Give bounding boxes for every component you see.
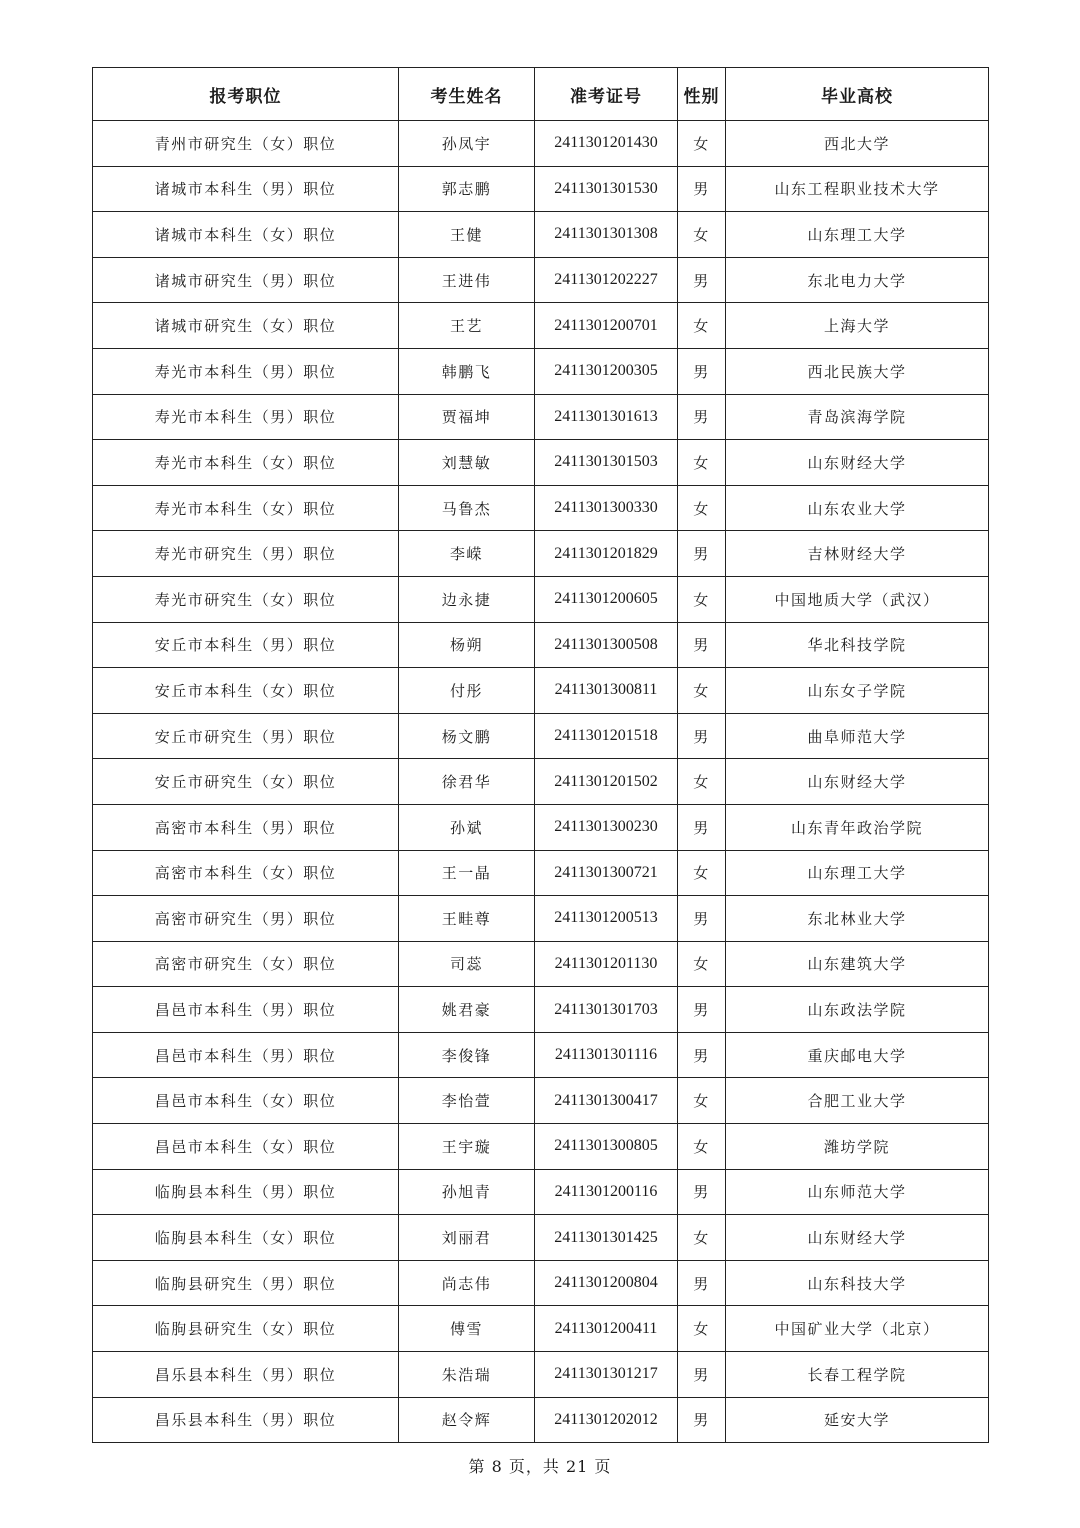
cell-school: 延安大学 — [726, 1397, 989, 1443]
cell-position: 寿光市本科生（男）职位 — [93, 348, 399, 394]
cell-position: 昌邑市本科生（男）职位 — [93, 1032, 399, 1078]
cell-gender: 男 — [678, 713, 726, 759]
cell-school: 山东财经大学 — [726, 759, 989, 805]
table-row — [93, 1397, 989, 1443]
cell-name: 王艺 — [399, 303, 535, 349]
cell-name: 王一晶 — [399, 850, 535, 896]
table-row — [93, 1078, 989, 1124]
cell-gender: 男 — [678, 804, 726, 850]
cell-school: 山东师范大学 — [726, 1169, 989, 1215]
cell-position: 寿光市研究生（女）职位 — [93, 576, 399, 622]
cell-name: 王宇璇 — [399, 1124, 535, 1170]
cell-position: 高密市本科生（女）职位 — [93, 850, 399, 896]
cell-gender: 男 — [678, 257, 726, 303]
cell-school: 山东科技大学 — [726, 1260, 989, 1306]
table-row — [93, 668, 989, 714]
cell-school: 东北林业大学 — [726, 896, 989, 942]
table-row — [93, 941, 989, 987]
cell-position: 寿光市研究生（男）职位 — [93, 531, 399, 577]
cell-school: 华北科技学院 — [726, 622, 989, 668]
table-row — [93, 303, 989, 349]
cell-name: 朱浩瑞 — [399, 1352, 535, 1398]
cell-name: 马鲁杰 — [399, 485, 535, 531]
cell-position: 安丘市研究生（男）职位 — [93, 713, 399, 759]
cell-gender: 女 — [678, 212, 726, 258]
cell-name: 李嵘 — [399, 531, 535, 577]
cell-position: 诸城市本科生（女）职位 — [93, 212, 399, 258]
cell-gender: 男 — [678, 394, 726, 440]
table-row — [93, 713, 989, 759]
cell-school: 合肥工业大学 — [726, 1078, 989, 1124]
table-row — [93, 257, 989, 303]
cell-position: 安丘市本科生（男）职位 — [93, 622, 399, 668]
cell-gender: 男 — [678, 1260, 726, 1306]
cell-position: 青州市研究生（女）职位 — [93, 121, 399, 167]
header-exam-id: 准考证号 — [535, 68, 678, 121]
cell-school: 中国地质大学（武汉） — [726, 576, 989, 622]
cell-exam-id: 2411301201518 — [535, 713, 678, 759]
table-row — [93, 576, 989, 622]
header-name: 考生姓名 — [399, 68, 535, 121]
table-row — [93, 166, 989, 212]
cell-exam-id: 2411301301425 — [535, 1215, 678, 1261]
table-row — [93, 759, 989, 805]
cell-school: 山东理工大学 — [726, 212, 989, 258]
header-position: 报考职位 — [93, 68, 399, 121]
cell-position: 高密市研究生（女）职位 — [93, 941, 399, 987]
cell-school: 西北民族大学 — [726, 348, 989, 394]
table-header-row — [93, 68, 989, 121]
cell-name: 孙旭青 — [399, 1169, 535, 1215]
cell-exam-id: 2411301200305 — [535, 348, 678, 394]
cell-name: 王健 — [399, 212, 535, 258]
cell-name: 王进伟 — [399, 257, 535, 303]
table-row — [93, 1260, 989, 1306]
cell-exam-id: 2411301301308 — [535, 212, 678, 258]
cell-school: 山东建筑大学 — [726, 941, 989, 987]
cell-gender: 女 — [678, 576, 726, 622]
cell-position: 安丘市本科生（女）职位 — [93, 668, 399, 714]
cell-name: 边永捷 — [399, 576, 535, 622]
cell-name: 刘丽君 — [399, 1215, 535, 1261]
cell-school: 山东理工大学 — [726, 850, 989, 896]
table-row — [93, 121, 989, 167]
cell-school: 长春工程学院 — [726, 1352, 989, 1398]
cell-exam-id: 2411301300330 — [535, 485, 678, 531]
cell-gender: 女 — [678, 1215, 726, 1261]
cell-position: 昌邑市本科生（女）职位 — [93, 1078, 399, 1124]
cell-gender: 女 — [678, 440, 726, 486]
cell-school: 上海大学 — [726, 303, 989, 349]
cell-position: 高密市研究生（男）职位 — [93, 896, 399, 942]
table-row — [93, 622, 989, 668]
table-row — [93, 804, 989, 850]
cell-gender: 男 — [678, 348, 726, 394]
candidate-table — [92, 67, 989, 1443]
cell-position: 临朐县本科生（女）职位 — [93, 1215, 399, 1261]
cell-exam-id: 2411301202012 — [535, 1397, 678, 1443]
cell-gender: 女 — [678, 121, 726, 167]
cell-exam-id: 2411301200804 — [535, 1260, 678, 1306]
table-row — [93, 1032, 989, 1078]
cell-school: 东北电力大学 — [726, 257, 989, 303]
cell-name: 杨朔 — [399, 622, 535, 668]
cell-position: 昌乐县本科生（男）职位 — [93, 1352, 399, 1398]
table-row — [93, 485, 989, 531]
cell-exam-id: 2411301300230 — [535, 804, 678, 850]
table-row — [93, 1124, 989, 1170]
cell-name: 李俊锋 — [399, 1032, 535, 1078]
cell-gender: 男 — [678, 987, 726, 1033]
cell-gender: 女 — [678, 1124, 726, 1170]
page-number: 第 8 页，共 21 页 — [468, 1457, 612, 1476]
cell-gender: 男 — [678, 1169, 726, 1215]
table-row — [93, 531, 989, 577]
cell-school: 山东农业大学 — [726, 485, 989, 531]
cell-position: 临朐县本科生（男）职位 — [93, 1169, 399, 1215]
cell-gender: 女 — [678, 668, 726, 714]
cell-gender: 女 — [678, 303, 726, 349]
cell-gender: 男 — [678, 1397, 726, 1443]
cell-exam-id: 2411301201502 — [535, 759, 678, 805]
cell-gender: 男 — [678, 622, 726, 668]
table-row — [93, 987, 989, 1033]
cell-gender: 女 — [678, 485, 726, 531]
cell-exam-id: 2411301201130 — [535, 941, 678, 987]
cell-exam-id: 2411301201829 — [535, 531, 678, 577]
cell-name: 孙斌 — [399, 804, 535, 850]
cell-exam-id: 2411301300508 — [535, 622, 678, 668]
cell-position: 昌邑市本科生（男）职位 — [93, 987, 399, 1033]
cell-position: 寿光市本科生（女）职位 — [93, 440, 399, 486]
table-row — [93, 212, 989, 258]
cell-exam-id: 2411301200701 — [535, 303, 678, 349]
cell-name: 杨文鹏 — [399, 713, 535, 759]
cell-school: 山东财经大学 — [726, 440, 989, 486]
cell-exam-id: 2411301300417 — [535, 1078, 678, 1124]
cell-position: 高密市本科生（男）职位 — [93, 804, 399, 850]
cell-position: 诸城市研究生（女）职位 — [93, 303, 399, 349]
cell-gender: 男 — [678, 531, 726, 577]
table-row — [93, 348, 989, 394]
cell-name: 徐君华 — [399, 759, 535, 805]
table-row — [93, 1306, 989, 1352]
cell-exam-id: 2411301201430 — [535, 121, 678, 167]
cell-name: 郭志鹏 — [399, 166, 535, 212]
cell-position: 寿光市本科生（男）职位 — [93, 394, 399, 440]
cell-exam-id: 2411301301503 — [535, 440, 678, 486]
cell-gender: 男 — [678, 896, 726, 942]
cell-gender: 女 — [678, 759, 726, 805]
cell-gender: 女 — [678, 941, 726, 987]
cell-position: 昌乐县本科生（男）职位 — [93, 1397, 399, 1443]
cell-name: 赵令辉 — [399, 1397, 535, 1443]
cell-name: 尚志伟 — [399, 1260, 535, 1306]
cell-position: 临朐县研究生（女）职位 — [93, 1306, 399, 1352]
cell-exam-id: 2411301202227 — [535, 257, 678, 303]
cell-school: 山东青年政治学院 — [726, 804, 989, 850]
cell-exam-id: 2411301301217 — [535, 1352, 678, 1398]
cell-gender: 男 — [678, 166, 726, 212]
table-row — [93, 1169, 989, 1215]
cell-school: 青岛滨海学院 — [726, 394, 989, 440]
cell-school: 西北大学 — [726, 121, 989, 167]
header-gender: 性别 — [678, 68, 726, 121]
header-school: 毕业高校 — [726, 68, 989, 121]
cell-gender: 女 — [678, 850, 726, 896]
cell-exam-id: 2411301200605 — [535, 576, 678, 622]
cell-exam-id: 2411301301116 — [535, 1032, 678, 1078]
cell-gender: 女 — [678, 1306, 726, 1352]
table-row — [93, 896, 989, 942]
cell-school: 山东政法学院 — [726, 987, 989, 1033]
cell-exam-id: 2411301301530 — [535, 166, 678, 212]
cell-name: 付彤 — [399, 668, 535, 714]
cell-exam-id: 2411301200116 — [535, 1169, 678, 1215]
cell-exam-id: 2411301300805 — [535, 1124, 678, 1170]
cell-name: 刘慧敏 — [399, 440, 535, 486]
cell-name: 王畦尊 — [399, 896, 535, 942]
cell-name: 傅雪 — [399, 1306, 535, 1352]
table-row — [93, 1352, 989, 1398]
cell-school: 曲阜师范大学 — [726, 713, 989, 759]
cell-exam-id: 2411301200411 — [535, 1306, 678, 1352]
cell-school: 山东财经大学 — [726, 1215, 989, 1261]
cell-school: 潍坊学院 — [726, 1124, 989, 1170]
cell-exam-id: 2411301300721 — [535, 850, 678, 896]
cell-exam-id: 2411301300811 — [535, 668, 678, 714]
cell-school: 吉林财经大学 — [726, 531, 989, 577]
cell-position: 寿光市本科生（女）职位 — [93, 485, 399, 531]
cell-name: 孙凤宇 — [399, 121, 535, 167]
cell-position: 昌邑市本科生（女）职位 — [93, 1124, 399, 1170]
cell-position: 诸城市本科生（男）职位 — [93, 166, 399, 212]
cell-name: 姚君豪 — [399, 987, 535, 1033]
table-row — [93, 1215, 989, 1261]
table-row — [93, 440, 989, 486]
cell-school: 中国矿业大学（北京） — [726, 1306, 989, 1352]
cell-exam-id: 2411301200513 — [535, 896, 678, 942]
cell-position: 临朐县研究生（男）职位 — [93, 1260, 399, 1306]
cell-school: 山东女子学院 — [726, 668, 989, 714]
cell-gender: 男 — [678, 1032, 726, 1078]
cell-school: 重庆邮电大学 — [726, 1032, 989, 1078]
cell-gender: 女 — [678, 1078, 726, 1124]
cell-exam-id: 2411301301703 — [535, 987, 678, 1033]
cell-name: 贾福坤 — [399, 394, 535, 440]
cell-gender: 男 — [678, 1352, 726, 1398]
cell-position: 诸城市研究生（男）职位 — [93, 257, 399, 303]
cell-name: 司蕊 — [399, 941, 535, 987]
cell-exam-id: 2411301301613 — [535, 394, 678, 440]
cell-name: 韩鹏飞 — [399, 348, 535, 394]
table-row — [93, 394, 989, 440]
cell-name: 李怡萱 — [399, 1078, 535, 1124]
table-row — [93, 850, 989, 896]
cell-school: 山东工程职业技术大学 — [726, 166, 989, 212]
cell-position: 安丘市研究生（女）职位 — [93, 759, 399, 805]
